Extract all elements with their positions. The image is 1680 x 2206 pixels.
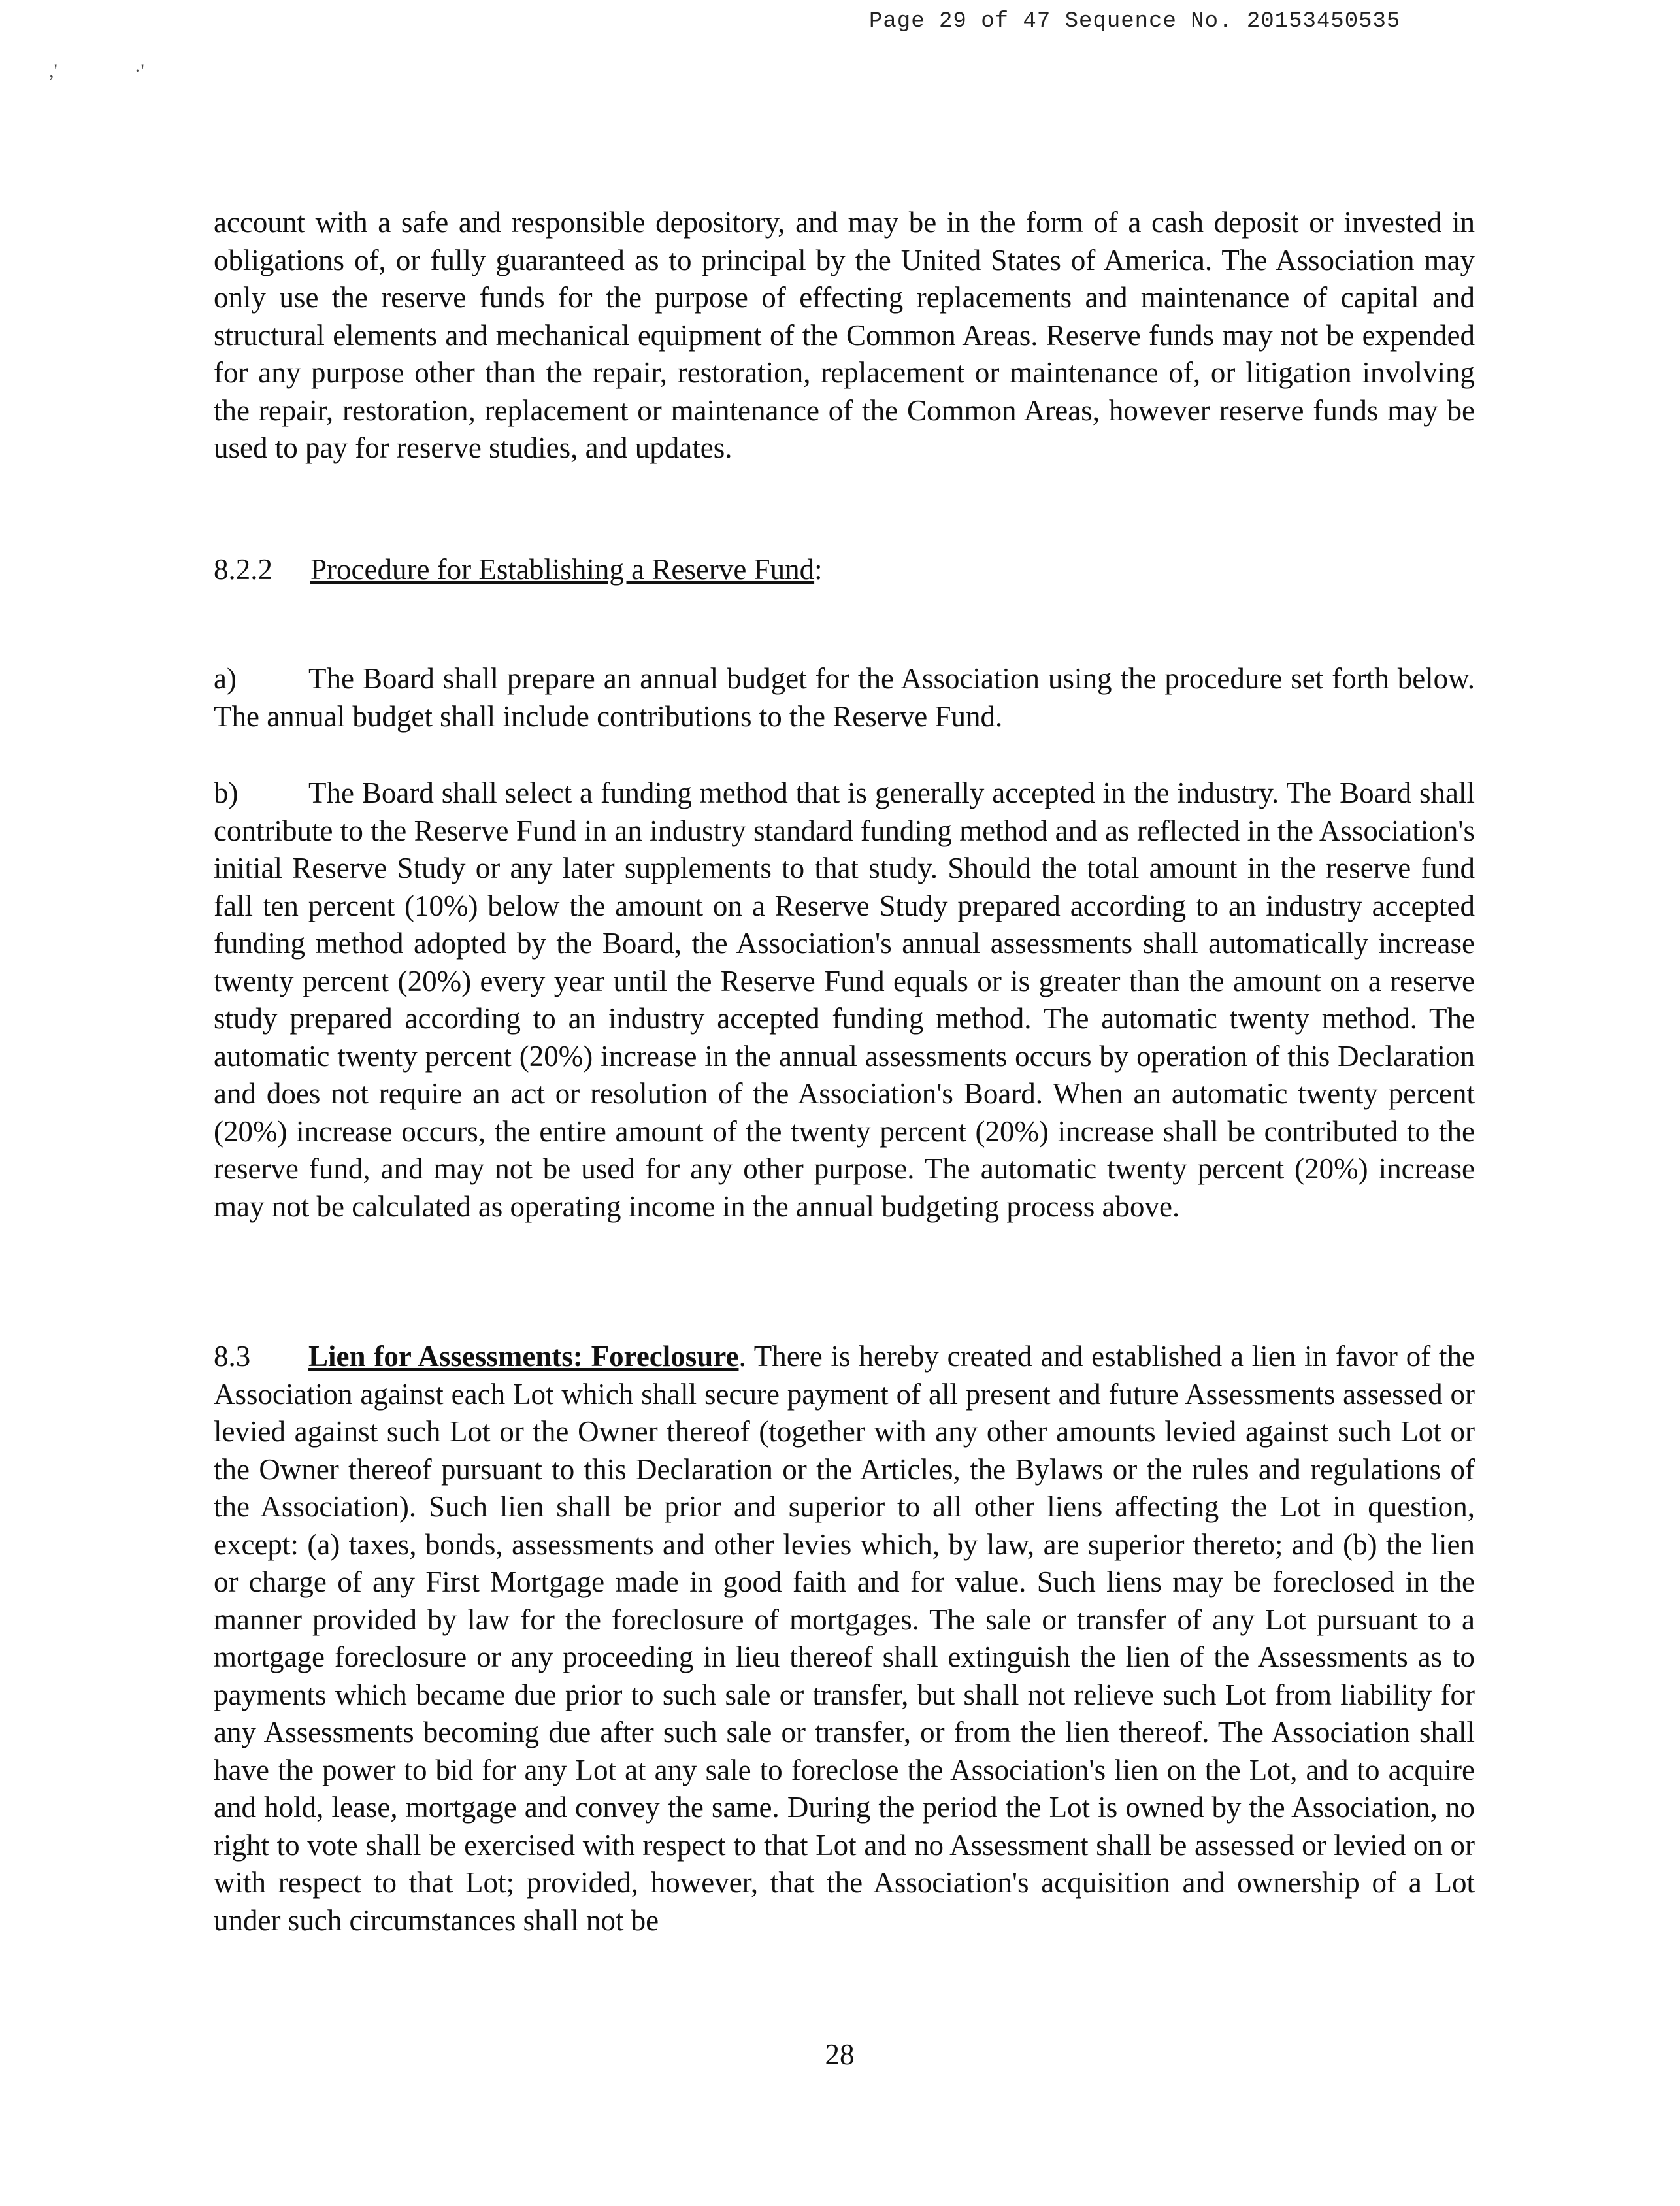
scan-speck: ·'	[134, 60, 144, 82]
section-title-suffix: :	[814, 553, 823, 586]
item-label: a)	[214, 662, 237, 695]
section-title-suffix: .	[738, 1340, 746, 1373]
item-label: b)	[214, 777, 239, 809]
page-number: 28	[825, 2038, 855, 2071]
page-sequence-header: Page 29 of 47 Sequence No. 20153450535	[869, 9, 1401, 34]
scan-speck: ,'	[49, 60, 58, 82]
item-a-paragraph	[214, 660, 1475, 735]
section-83-paragraph	[214, 1338, 1475, 1939]
item-b-paragraph	[214, 775, 1475, 1226]
section-text: There is hereby created and established a lien in favor of the Association against each Lot which shall secure payment of all present and future Assessments assessed or levied against such Lot or the Owner thereof (together with any other amounts levied against such Lot or the Owner thereof pursuant to this Declaration or the Articles, the Bylaws or the rules and regulations of the Association). Such lien shall be prior and superior to all other liens affecting the Lot in question, except: (a) taxes, bonds, assessments and other levies which, by law, are superior thereto; and (b) the lien or charge of any First Mortgage made in good faith and for value. Such liens may be foreclosed in the manner provided by law for the foreclosure of mortgages. The sale or transfer of any Lot pursuant to a mortgage foreclosure or any proceeding in lieu thereof shall extinguish the lien of the Assessments as to payments which became due prior to such sale or transfer, but shall not relieve such Lot from liability for any Assessments becoming due after such sale or transfer, or from the lien thereof. The Association shall have the power to bid for any Lot at any sale to foreclose the Association's lien on the Lot, and to acquire and hold, lease, mortgage and convey the same. During the period the Lot is owned by the Association, no right to vote shall be exercised with respect to that Lot and no Assessment shall be assessed or levied on or with respect to that Lot; provided, however, that the Association's acquisition and ownership of a Lot under such circumstances shall not be	[214, 1340, 1475, 1937]
item-text: The Board shall prepare an annual budget for the Association using the procedure set forth below. The annual budget shall include contributions to the Reserve Fund.	[214, 662, 1475, 733]
section-title: Procedure for Establishing a Reserve Fund	[310, 553, 815, 586]
scan-specks	[49, 60, 216, 82]
section-number: 8.3	[214, 1340, 251, 1373]
section-title: Lien for Assessments: Foreclosure	[308, 1340, 739, 1373]
item-text: The Board shall select a funding method that is generally accepted in the industry. The Board shall contribute to the Reserve Fund in an industry standard funding method and as reflected in the Association's initial Reserve Study or any later supplements to that study. Should the total amount in the reserve fund fall ten percent (10%) below the amount on a Reserve Study prepared according to an industry accepted funding method adopted by the Board, the Association's annual assessments shall automatically increase twenty percent (20%) every year until the Reserve Fund equals or is greater than the amount on a reserve study prepared according to an industry accepted funding method. The automatic twenty method. The automatic twenty percent (20%) increase in the annual assessments occurs by operation of this Declaration and does not require an act or resolution of the Association's Board. When an automatic twenty percent (20%) increase occurs, the entire amount of the twenty percent (20%) increase shall be contributed to the reserve fund, and may not be used for any other purpose. The automatic twenty percent (20%) increase may not be calculated as operating income in the annual budgeting process above.	[214, 777, 1475, 1223]
reserve-fund-paragraph: account with a safe and responsible depository, and may be in the form of a cash deposit or invested in obligations of, or fully guaranteed as to principal by the United States of America. The Association may only use the reserve funds for the purpose of effecting replacements and maintenance of capital and structural elements and mechanical equipment of the Common Areas. Reserve funds may not be expended for any purpose other than the repair, restoration, replacement or maintenance of, or litigation involving the repair, restoration, replacement or maintenance of the Common Areas, however reserve funds may be used to pay for reserve studies, and updates.	[214, 206, 1475, 464]
section-822-heading	[214, 551, 823, 588]
section-number: 8.2.2	[214, 553, 272, 586]
